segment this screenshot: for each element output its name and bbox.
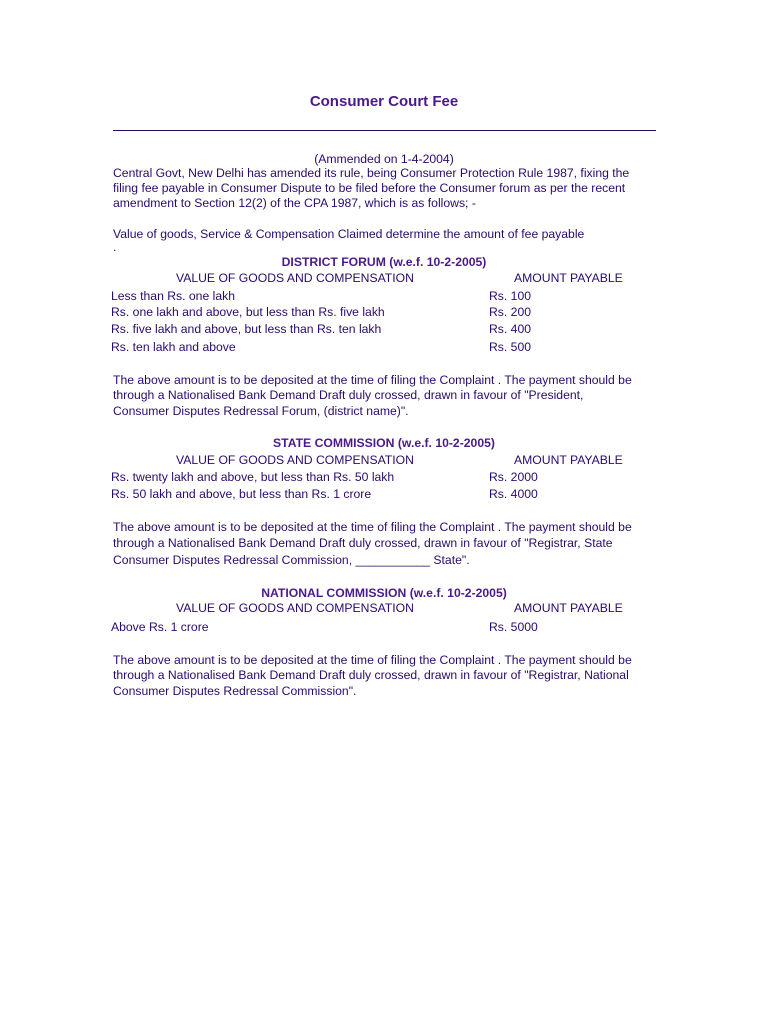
national-commission-heading: NATIONAL COMMISSION (w.e.f. 10-2-2005) xyxy=(261,586,507,600)
national-row-1-value: Above Rs. 1 crore xyxy=(111,620,209,634)
state-row-2-value: Rs. 50 lakh and above, but less than Rs. 1 crore xyxy=(111,487,372,501)
intro-line-2: filing fee payable in Consumer Dispute to be filed before the Consumer forum as per the recent xyxy=(113,181,626,195)
district-row-4-value: Rs. ten lakh and above xyxy=(111,340,236,354)
value-note-dot: . xyxy=(113,240,117,254)
district-row-3-value: Rs. five lakh and above, but less than Rs. ten lakh xyxy=(111,322,382,336)
intro-line-1: Central Govt, New Delhi has amended its rule, being Consumer Protection Rule 1987, fixing the xyxy=(113,166,630,180)
district-row-1-amount: Rs. 100 xyxy=(489,289,532,303)
state-note-line-3: Consumer Disputes Redressal Commission, ___________ State". xyxy=(113,553,470,567)
national-note-line-2: through a Nationalised Bank Demand Draft duly crossed, drawn in favour of "Registrar, National xyxy=(113,668,629,682)
national-note-line-3: Consumer Disputes Redressal Commission". xyxy=(113,684,357,698)
district-row-1-value: Less than Rs. one lakh xyxy=(111,289,235,303)
district-forum-heading: DISTRICT FORUM (w.e.f. 10-2-2005) xyxy=(281,255,487,269)
amended-date: (Ammended on 1-4-2004) xyxy=(314,152,454,166)
district-row-4-amount: Rs. 500 xyxy=(489,340,532,354)
national-col-value: VALUE OF GOODS AND COMPENSATION xyxy=(176,601,414,615)
value-note: Value of goods, Service & Compensation Claimed determine the amount of fee payable xyxy=(113,227,585,241)
national-row-1-amount: Rs. 5000 xyxy=(489,620,538,634)
district-row-3-amount: Rs. 400 xyxy=(489,322,532,336)
intro-line-3: amendment to Section 12(2) of the CPA 1987, which is as follows; - xyxy=(113,196,476,210)
page-title: Consumer Court Fee xyxy=(309,93,459,110)
state-row-1-amount: Rs. 2000 xyxy=(489,470,538,484)
state-col-amount: AMOUNT PAYABLE xyxy=(514,453,623,467)
state-commission-heading: STATE COMMISSION (w.e.f. 10-2-2005) xyxy=(273,436,495,450)
state-note-line-2: through a Nationalised Bank Demand Draft duly crossed, drawn in favour of "Registrar, State xyxy=(113,536,613,550)
district-row-2-value: Rs. one lakh and above, but less than Rs. five lakh xyxy=(111,305,385,319)
state-row-1-value: Rs. twenty lakh and above, but less than Rs. 50 lakh xyxy=(111,470,395,484)
state-row-2-amount: Rs. 4000 xyxy=(489,487,538,501)
national-note-line-1: The above amount is to be deposited at the time of filing the Complaint . The payment should be xyxy=(113,653,632,667)
state-col-value: VALUE OF GOODS AND COMPENSATION xyxy=(176,453,414,467)
district-note-line-2: through a Nationalised Bank Demand Draft duly crossed, drawn in favour of "President, xyxy=(113,388,584,402)
district-row-2-amount: Rs. 200 xyxy=(489,305,532,319)
district-col-amount: AMOUNT PAYABLE xyxy=(514,271,623,285)
district-note-line-3: Consumer Disputes Redressal Forum, (district name)". xyxy=(113,404,409,418)
national-col-amount: AMOUNT PAYABLE xyxy=(514,601,623,615)
district-note-line-1: The above amount is to be deposited at the time of filing the Complaint . The payment should be xyxy=(113,373,632,387)
state-note-line-1: The above amount is to be deposited at the time of filing the Complaint . The payment should be xyxy=(113,520,632,534)
district-col-value: VALUE OF GOODS AND COMPENSATION xyxy=(176,271,414,285)
title-divider xyxy=(113,130,656,131)
